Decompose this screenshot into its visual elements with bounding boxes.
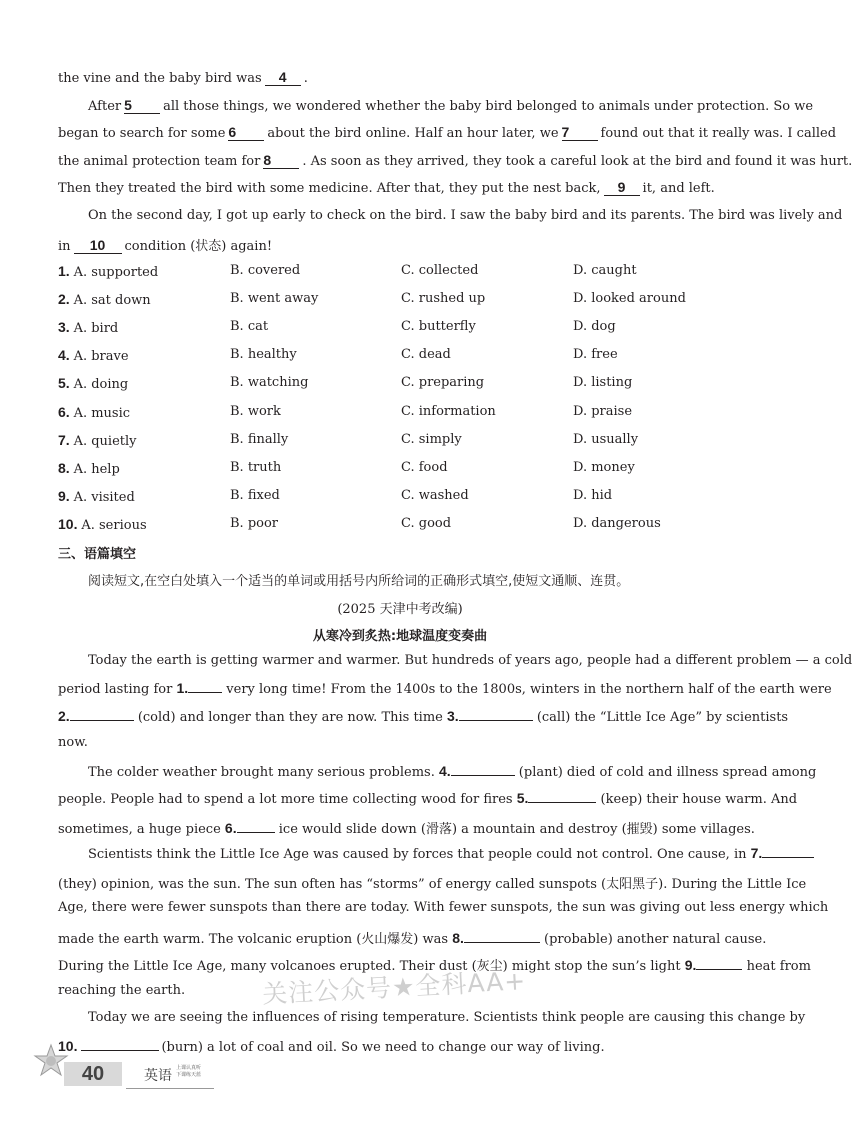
option-text: C. butterfly <box>401 319 476 335</box>
option-text: A. doing <box>73 377 129 393</box>
option-d[interactable] <box>573 291 686 306</box>
option-text: D. money <box>573 459 635 475</box>
option-c[interactable] <box>401 263 478 278</box>
option-d[interactable] <box>573 347 618 362</box>
option-text: D. hid <box>573 487 613 503</box>
option-text: B. watching <box>230 375 309 391</box>
text: Scientists think the Little Ice Age was caused by forces that people could not control. One cause, in <box>88 847 747 862</box>
option-b[interactable] <box>230 319 268 334</box>
option-row <box>58 460 742 478</box>
blank-1[interactable] <box>188 680 222 693</box>
question-number: 10 <box>58 515 74 532</box>
option-row <box>58 488 742 506</box>
option-a[interactable]: 1. A. supported <box>58 263 159 280</box>
source-note: (2025 天津中考改编) <box>337 602 463 617</box>
text: Today we are seeing the influences of rising temperature. Scientists think people are causing this change by <box>88 1010 806 1025</box>
text: the animal protection team for <box>58 154 261 169</box>
blank-number: 9. <box>684 957 697 973</box>
text: heat from <box>746 959 811 974</box>
text: (keep) their house warm. And <box>600 792 798 807</box>
option-text: B. poor <box>230 515 279 531</box>
option-c[interactable] <box>401 404 496 419</box>
option-text: B. went away <box>230 291 319 307</box>
option-text: C. rushed up <box>401 291 486 307</box>
option-text: B. truth <box>230 459 282 475</box>
text: in <box>58 239 71 254</box>
blank-4[interactable]: 4 <box>265 70 301 86</box>
blank-number: 2. <box>58 708 70 724</box>
text: (burn) a lot of coal and oil. So we need to change our way of living. <box>161 1040 605 1055</box>
passage-line <box>58 152 852 169</box>
option-row <box>58 404 742 422</box>
option-text: C. preparing <box>401 375 485 391</box>
blank-number: 7. <box>750 845 763 861</box>
blank-number: 8. <box>452 930 464 946</box>
option-d[interactable] <box>573 432 638 447</box>
option-c[interactable] <box>401 460 448 475</box>
blank-9[interactable] <box>696 957 742 970</box>
option-text: A. visited <box>73 489 135 505</box>
option-text: B. work <box>230 403 281 419</box>
text: reaching the earth. <box>58 983 186 998</box>
slogan-line: 上课认真听 <box>176 1065 202 1071</box>
option-text: A. brave <box>73 349 129 365</box>
text: (call) the “Little Ice Age” by scientists <box>536 710 789 725</box>
text: it, and left. <box>642 181 715 196</box>
option-text: C. washed <box>401 487 469 503</box>
option-b[interactable] <box>230 404 281 419</box>
option-text: A. bird <box>73 321 119 337</box>
blank-7[interactable] <box>762 845 814 858</box>
passage-line <box>58 680 832 697</box>
blank-3[interactable] <box>459 708 533 721</box>
blank-6[interactable]: 6 <box>228 125 264 141</box>
instruction: 阅读短文,在空白处填入一个适当的单词或用括号内所给词的正确形式填空,使短文通顺、连贯。 <box>88 574 630 589</box>
question-number: 3 <box>58 319 66 336</box>
option-text: A. music <box>73 405 131 421</box>
text: condition (状态) again! <box>124 239 273 254</box>
text: The colder weather brought many serious problems. <box>88 765 435 780</box>
slogan <box>176 1065 201 1079</box>
passage-line <box>58 235 742 254</box>
option-text: C. collected <box>401 263 479 278</box>
text: (cold) and longer than they are now. This time <box>137 710 443 725</box>
text: made the earth warm. The volcanic eruption (火山爆发) was <box>58 932 449 947</box>
question-number: 5 <box>58 375 66 392</box>
blank-9[interactable]: 9 <box>604 180 640 196</box>
passage-line <box>58 124 837 141</box>
option-text: D. caught <box>573 263 637 278</box>
option-text: D. looked around <box>573 291 686 307</box>
option-c[interactable] <box>401 291 485 306</box>
text: period lasting for <box>58 682 173 697</box>
option-row <box>58 516 742 534</box>
option-text: C. food <box>401 459 448 475</box>
passage-line <box>58 818 755 837</box>
option-row <box>58 319 742 337</box>
passage-line <box>58 735 742 750</box>
text: (plant) died of cold and illness spread among <box>518 765 817 780</box>
passage-title: 从寒冷到炙热:地球温度变奏曲 <box>312 629 488 644</box>
option-b[interactable] <box>230 488 280 503</box>
option-b[interactable] <box>230 460 281 475</box>
option-text: C. simply <box>401 431 462 447</box>
option-a[interactable]: 10. A. serious <box>58 515 147 533</box>
passage-line <box>58 790 798 807</box>
text: began to search for some <box>58 126 226 141</box>
option-text: A. serious <box>81 517 147 533</box>
option-b[interactable] <box>230 263 300 278</box>
page-number: 40 <box>64 1062 122 1086</box>
option-b[interactable] <box>230 375 308 390</box>
blank-10[interactable]: 10 <box>74 238 122 254</box>
option-c[interactable] <box>401 516 451 531</box>
option-text: D. praise <box>573 403 633 419</box>
option-c[interactable] <box>401 319 476 334</box>
option-row <box>58 375 742 393</box>
option-d[interactable] <box>573 263 637 278</box>
option-b[interactable] <box>230 347 297 362</box>
passage-line <box>88 208 843 223</box>
text: On the second day, I got up early to check on the bird. I saw the baby bird and its parents. The bird was lively and <box>88 208 843 223</box>
passage-line <box>88 763 817 780</box>
question-number: 1 <box>58 263 66 279</box>
blank-number: 6. <box>224 820 237 836</box>
option-d[interactable] <box>573 319 616 334</box>
text: found out that it really was. I called <box>600 126 837 141</box>
passage-line <box>58 70 742 86</box>
option-text: A. supported <box>73 265 159 280</box>
passage-line <box>58 180 742 196</box>
option-text: A. quietly <box>73 433 137 449</box>
question-number: 2 <box>58 291 66 308</box>
slogan-line: 下课练天蓝 <box>176 1072 202 1078</box>
option-text: B. covered <box>230 263 301 278</box>
passage-line <box>88 845 763 862</box>
blank-number: 1. <box>176 680 189 696</box>
option-a[interactable]: 4. A. brave <box>58 347 129 365</box>
option-d[interactable] <box>573 460 635 475</box>
option-row <box>58 263 742 281</box>
text: Today the earth is getting warmer and warmer. But hundreds of years ago, people had a different problem — a cold <box>88 653 852 668</box>
text: very long time! From the 1400s to the 1800s, winters in the northern half of the earth were <box>226 682 832 697</box>
option-a[interactable]: 5. A. doing <box>58 375 129 393</box>
text: ice would slide down (滑落) a mountain and destroy (摧毁) some villages. <box>278 822 755 837</box>
option-text: D. dog <box>573 319 616 335</box>
text: Age, there were fewer sunspots than there are today. With fewer sunspots, the sun was giving out less energy which <box>58 900 829 915</box>
text: now. <box>58 735 88 750</box>
question-number: 6 <box>58 403 66 420</box>
option-c[interactable] <box>401 432 462 447</box>
subject-label: 英语 <box>144 1068 172 1084</box>
question-number: 4 <box>58 347 66 364</box>
text: . <box>303 71 308 86</box>
blank-4[interactable] <box>451 763 515 776</box>
passage-line <box>88 653 852 668</box>
option-d[interactable] <box>573 404 632 419</box>
blank-2[interactable] <box>70 708 134 721</box>
option-a[interactable]: 6. A. music <box>58 403 131 421</box>
text: Then they treated the bird with some medicine. After that, they put the nest back, <box>58 181 601 196</box>
text: After <box>88 99 122 114</box>
question-number: 7 <box>58 431 66 448</box>
page-footer <box>34 1040 214 1092</box>
option-text: D. listing <box>573 375 633 391</box>
blank-5[interactable] <box>528 790 596 803</box>
text: people. People had to spend a lot more time collecting wood for fires <box>58 792 513 807</box>
star-badge-icon <box>34 1044 68 1078</box>
option-a[interactable]: 8. A. help <box>58 459 120 477</box>
blank-number: 5. <box>516 790 529 806</box>
section-heading: 三、语篇填空 <box>58 547 137 562</box>
text: (probable) another natural cause. <box>544 932 767 947</box>
text: the vine and the baby bird was <box>58 71 262 86</box>
option-a[interactable]: 3. A. bird <box>58 319 119 337</box>
option-text: B. cat <box>230 319 269 335</box>
text: all those things, we wondered whether the baby bird belonged to animals under protection. So we <box>163 99 814 114</box>
blank-number: 10. <box>58 1038 78 1054</box>
option-text: D. dangerous <box>573 515 661 531</box>
option-row <box>58 432 742 450</box>
watermark: 关注公众号★全科AA+ <box>261 966 527 1009</box>
blank-8[interactable] <box>464 930 540 943</box>
passage-line <box>58 900 829 915</box>
option-text: B. finally <box>230 431 289 447</box>
option-b[interactable] <box>230 516 278 531</box>
blank-6[interactable] <box>237 820 275 833</box>
text: sometimes, a huge piece <box>58 822 221 837</box>
option-c[interactable] <box>401 347 451 362</box>
text: . As soon as they arrived, they took a careful look at the bird and found it was hurt. <box>302 154 852 169</box>
option-d[interactable] <box>573 516 661 531</box>
passage-line <box>88 1010 806 1025</box>
passage-line <box>88 97 814 114</box>
passage-line <box>58 873 807 892</box>
option-text: A. help <box>73 461 120 477</box>
option-text: C. dead <box>401 347 451 363</box>
option-c[interactable] <box>401 375 484 390</box>
blank-number: 3. <box>447 708 459 724</box>
option-text: B. fixed <box>230 487 280 503</box>
question-number: 9 <box>58 487 66 504</box>
question-number: 8 <box>58 459 66 476</box>
option-row <box>58 291 742 309</box>
option-a[interactable]: 2. A. sat down <box>58 291 151 309</box>
option-d[interactable] <box>573 488 612 503</box>
option-text: A. sat down <box>73 293 151 309</box>
option-d[interactable] <box>573 375 632 390</box>
text: about the bird online. Half an hour later, we <box>267 126 559 141</box>
option-text: D. usually <box>573 431 639 447</box>
passage-line <box>58 928 767 947</box>
text: During the Little Ice Age, many volcanoes erupted. Their dust (灰尘) might stop the sun’s light <box>58 959 681 974</box>
option-text: C. good <box>401 515 452 531</box>
blank-8[interactable]: 8 <box>263 153 299 169</box>
passage-line <box>58 708 789 725</box>
option-text: D. free <box>573 347 618 363</box>
option-row <box>58 347 742 365</box>
option-text: B. healthy <box>230 347 297 363</box>
option-text: C. information <box>401 403 496 419</box>
blank-7[interactable]: 7 <box>562 125 598 141</box>
option-b[interactable] <box>230 432 288 447</box>
option-b[interactable] <box>230 291 318 306</box>
option-a[interactable]: 7. A. quietly <box>58 431 137 449</box>
option-a[interactable]: 9. A. visited <box>58 487 135 505</box>
text: (they) opinion, was the sun. The sun often has “storms” of energy called sunspots (太阳黑子). During the Little Ice <box>58 877 807 892</box>
option-c[interactable] <box>401 488 469 503</box>
blank-5[interactable]: 5 <box>124 98 160 114</box>
blank-number: 4. <box>438 763 451 779</box>
footer-rule <box>126 1088 214 1089</box>
